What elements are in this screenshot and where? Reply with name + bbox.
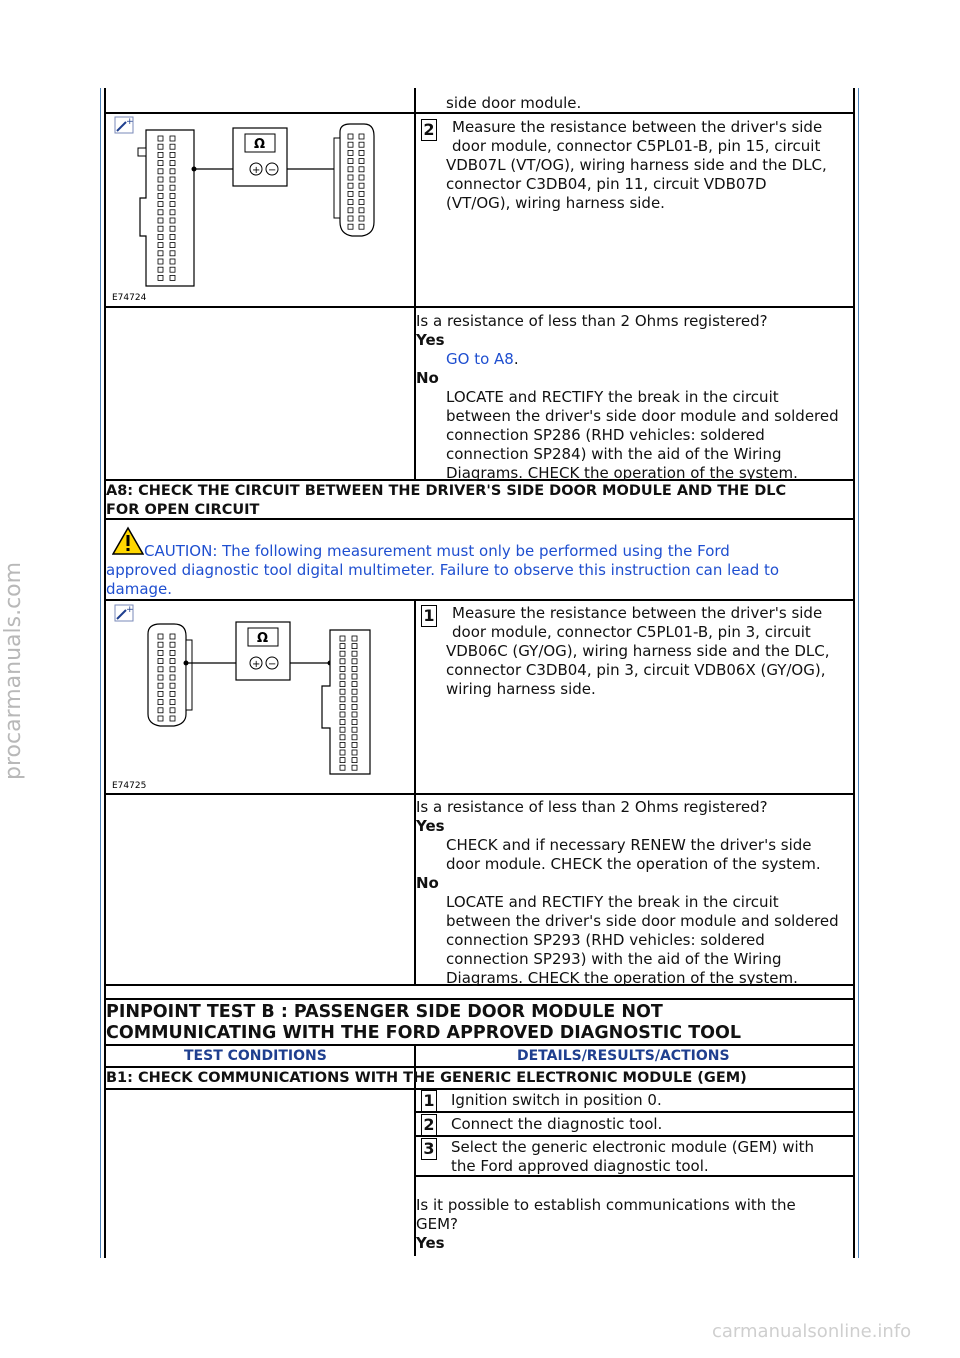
connector-pin	[170, 675, 175, 680]
row-rule	[104, 1044, 855, 1046]
connector-pin	[170, 234, 175, 239]
step-number: 1	[421, 605, 437, 627]
question-text: Is a resistance of less than 2 Ohms registered?	[416, 312, 768, 330]
svg-text:+: +	[126, 605, 134, 615]
connector-pin	[352, 750, 357, 755]
a7-question-block: Is a resistance of less than 2 Ohms registered? Yes GO to A8. No LOCATE and RECTIFY the break in the circuit between the driver's side door module and soldered connection SP286 (RHD vehicles: soldered connection SP284) with the aid of the Wiring Diagrams. CHECK the operation of the system.	[416, 312, 839, 482]
continuation-text: side door module.	[446, 94, 582, 112]
connector-pin	[340, 682, 345, 687]
row-rule	[104, 1066, 855, 1068]
connector-pin	[158, 136, 163, 141]
connector-pin	[158, 642, 163, 647]
connector-pin	[170, 251, 175, 256]
question-text: Is a resistance of less than 2 Ohms registered?	[416, 798, 768, 816]
connector-pin	[340, 651, 345, 656]
connector-pin	[170, 185, 175, 190]
connector-pin	[340, 720, 345, 725]
connector-pin	[352, 682, 357, 687]
connector-pin	[359, 134, 364, 139]
row-rule	[416, 1111, 855, 1113]
connector-pin	[170, 210, 175, 215]
connector-pin	[340, 758, 345, 763]
connector-pin	[170, 700, 175, 705]
connector-pin	[352, 651, 357, 656]
connector-pin	[170, 275, 175, 280]
minus-terminal: −	[268, 165, 277, 176]
row-rule	[104, 998, 855, 1000]
connector-pin	[352, 742, 357, 747]
connector-pin	[359, 175, 364, 180]
connector-pin	[158, 169, 163, 174]
yes-label: Yes	[416, 1234, 445, 1252]
ohm-symbol: Ω	[254, 137, 266, 152]
connector-pin	[348, 200, 353, 205]
connector-pin	[158, 634, 163, 639]
connector-pin	[359, 142, 364, 147]
no-label: No	[416, 874, 439, 892]
connector-pin	[359, 191, 364, 196]
connector-pin	[170, 193, 175, 198]
connector-pin	[348, 142, 353, 147]
connector-pin	[340, 666, 345, 671]
connector-pin	[340, 712, 345, 717]
row-rule	[416, 1135, 855, 1137]
a8-title: A8: CHECK THE CIRCUIT BETWEEN THE DRIVER'S SIDE DOOR MODULE AND THE DLC FOR OPEN CIRCUIT	[106, 483, 787, 518]
connector-pin	[359, 150, 364, 155]
connector-pin	[352, 689, 357, 694]
connector-pin	[340, 704, 345, 709]
connector-pin	[158, 659, 163, 664]
step-text: Select the generic electronic module (GEM) with the Ford approved diagnostic tool.	[451, 1138, 815, 1175]
connector-pin	[352, 704, 357, 709]
no-label: No	[416, 369, 439, 387]
step-number: 1	[421, 1090, 437, 1112]
row-rule	[104, 306, 855, 308]
connector-pin	[170, 161, 175, 166]
connector-pin	[359, 167, 364, 172]
connector-pin	[348, 216, 353, 221]
connector-pin	[170, 634, 175, 639]
step-text: Connect the diagnostic tool.	[451, 1115, 663, 1133]
connector-pin	[340, 727, 345, 732]
connector-pin	[170, 169, 175, 174]
caution-text: CAUTION: The following measurement must only be performed using the Ford approved diagnostic tool digital multimeter. Failure to observe this instruction can lead to damage.	[106, 542, 780, 598]
connector-pin	[359, 183, 364, 188]
connector-pin	[158, 210, 163, 215]
connector-pin	[352, 720, 357, 725]
connector-pin	[170, 708, 175, 713]
connector-pin	[170, 683, 175, 688]
connector-pin	[340, 765, 345, 770]
connector-pin	[158, 177, 163, 182]
connector-pin	[340, 636, 345, 641]
row-rule	[104, 793, 855, 795]
connector-pin	[340, 659, 345, 664]
step-number: 2	[421, 1114, 437, 1136]
connector-pin	[158, 708, 163, 713]
connector-pin	[158, 683, 163, 688]
b1-title: B1: CHECK COMMUNICATIONS WITH THE GENERIC ELECTRONIC MODULE (GEM)	[106, 1070, 747, 1086]
connector-pin	[352, 666, 357, 671]
connector-pin	[158, 275, 163, 280]
connector-pin	[158, 202, 163, 207]
ohm-symbol: Ω	[257, 631, 269, 646]
connector-pin	[170, 691, 175, 696]
connector-pin	[170, 136, 175, 141]
left-page-rule	[100, 88, 101, 1258]
connector-pin	[340, 735, 345, 740]
connector-pin	[352, 636, 357, 641]
connector-pin	[170, 642, 175, 647]
connector-pin	[352, 712, 357, 717]
connector-pin	[348, 159, 353, 164]
connector-pin	[158, 716, 163, 721]
connector-pin	[359, 159, 364, 164]
connector-pin	[158, 251, 163, 256]
wiring-diagram-e74724	[108, 118, 408, 304]
connector-pin	[158, 243, 163, 248]
connector-pin	[352, 765, 357, 770]
connector-pin	[170, 243, 175, 248]
connector-pin	[348, 183, 353, 188]
connector-pin	[352, 674, 357, 679]
pinpoint-test-b-title: PINPOINT TEST B : PASSENGER SIDE DOOR MODULE NOT COMMUNICATING WITH THE FORD APPROVED DIAGNOSTIC TOOL	[106, 1002, 742, 1043]
connector-pin	[158, 700, 163, 705]
connector-pin	[352, 659, 357, 664]
connector-pin	[170, 659, 175, 664]
column-header-details: DETAILS/RESULTS/ACTIONS	[517, 1048, 730, 1064]
connector-pin	[170, 716, 175, 721]
connector-pin	[170, 267, 175, 272]
connector-pin	[359, 208, 364, 213]
connector-pin	[170, 152, 175, 157]
connector-pin	[170, 218, 175, 223]
step-text: Ignition switch in position 0.	[451, 1091, 662, 1109]
side-watermark: procarmanuals.com	[1, 561, 26, 780]
connector-pin	[170, 177, 175, 182]
connector-pin	[158, 193, 163, 198]
plus-terminal: +	[252, 659, 261, 670]
connector-pin	[348, 175, 353, 180]
connector-pin	[348, 208, 353, 213]
row-rule	[104, 599, 855, 601]
a8-question-block: Is a resistance of less than 2 Ohms registered? Yes CHECK and if necessary RENEW the driver's side door module. CHECK the operation of the system. No LOCATE and RECTIFY the break in the circuit between the driver's side door module and soldered connection SP293 (RHD vehicles: soldered connection SP293) with the aid of the Wiring Diagrams. CHECK the operation of the system.	[416, 798, 839, 987]
connector-pin	[158, 185, 163, 190]
connector-pin	[348, 167, 353, 172]
connector-pin	[348, 191, 353, 196]
connector-pin	[359, 200, 364, 205]
connector-pin	[158, 234, 163, 239]
connector-pin	[158, 259, 163, 264]
yes-label: Yes	[416, 817, 445, 835]
connector-pin	[352, 758, 357, 763]
connector-pin	[158, 152, 163, 157]
figure-id: E74725	[112, 781, 147, 791]
step-number: 3	[421, 1138, 437, 1160]
connector-pin	[340, 674, 345, 679]
connector-pin	[158, 144, 163, 149]
connector-pin	[158, 691, 163, 696]
connector-pin	[348, 224, 353, 229]
connector-pin	[158, 675, 163, 680]
connector-pin	[340, 750, 345, 755]
figure-id: E74724	[112, 293, 147, 303]
right-page-border	[853, 88, 855, 1258]
go-to-a8-link[interactable]: GO to A8	[446, 350, 514, 368]
connector-pin	[170, 202, 175, 207]
b1-question-block: Is it possible to establish communications with the GEM? Yes	[416, 1196, 796, 1252]
connector-pin	[170, 144, 175, 149]
minus-terminal: −	[268, 659, 277, 670]
step-text: Measure the resistance between the driver's side door module, connector C5PL01-B, pin 3, circuit VDB06C (GY/OG), wiring harness side and the DLC, connector C3DB04, pin 3, circuit VDB06X (GY/OG), wiring harness side.	[446, 604, 830, 698]
connector-pin	[170, 667, 175, 672]
connector-pin	[348, 150, 353, 155]
plus-terminal: +	[252, 165, 261, 176]
connector-pin	[158, 226, 163, 231]
connector-pin	[170, 259, 175, 264]
svg-text:+: +	[126, 117, 134, 127]
row-rule	[104, 1088, 855, 1090]
yes-label: Yes	[416, 331, 445, 349]
connector-pin	[158, 650, 163, 655]
connector-pin	[348, 134, 353, 139]
connector-pin	[158, 667, 163, 672]
connector-pin	[158, 267, 163, 272]
connector-pin	[340, 697, 345, 702]
connector-pin	[158, 218, 163, 223]
connector-pin	[340, 689, 345, 694]
step-number: 2	[421, 119, 437, 141]
connector-pin	[352, 644, 357, 649]
connector-pin	[170, 650, 175, 655]
bottom-watermark: carmanualsonline.info	[712, 1321, 912, 1342]
connector-pin	[340, 644, 345, 649]
connector-pin	[359, 216, 364, 221]
connector-pin	[352, 727, 357, 732]
connector-pin	[352, 697, 357, 702]
connector-pin	[158, 161, 163, 166]
connector-pin	[359, 224, 364, 229]
column-header-test-conditions: TEST CONDITIONS	[184, 1048, 327, 1064]
step-text: Measure the resistance between the driver's side door module, connector C5PL01-B, pin 15, circuit VDB07L (VT/OG), wiring harness side and the DLC, connector C3DB04, pin 11, circuit VDB07D (VT/OG), wiring harness side.	[446, 118, 827, 212]
right-page-rule	[858, 88, 859, 1258]
connector-pin	[340, 742, 345, 747]
connector-pin	[170, 226, 175, 231]
wiring-diagram-e74725	[108, 606, 408, 792]
connector-pin	[352, 735, 357, 740]
